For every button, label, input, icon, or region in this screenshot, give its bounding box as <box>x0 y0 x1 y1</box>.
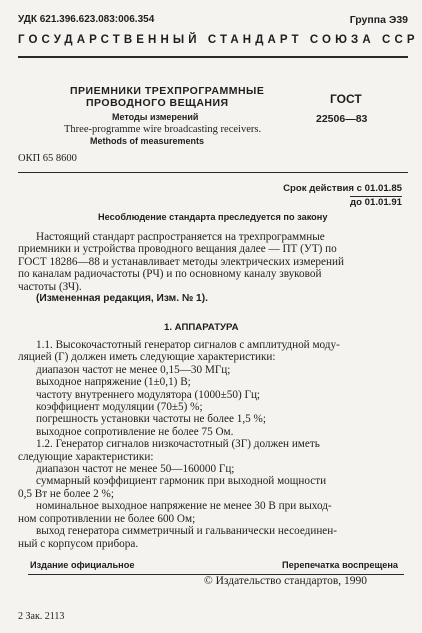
intro-line: по каналам радиочастоты (РЧ) и по основному каналу звуковой <box>18 268 322 281</box>
section-line: диапазон частот не менее 0,15—30 МГц; <box>36 363 231 376</box>
title-en-line1: Three-programme wire broadcasting receivers. <box>64 124 262 135</box>
intro-line: ГОСТ 18286—88 и устанавливает методы электрических измерений <box>18 255 344 268</box>
title-ru-line2: ПРОВОДНОГО ВЕЩАНИЯ <box>86 97 229 109</box>
section-line: следующие характеристики: <box>18 450 154 463</box>
intro-line: приемники и устройства проводного вещания далее — ПТ (УТ) по <box>18 243 337 256</box>
edition-note: (Измененная редакция, Изм. № 1). <box>36 293 208 305</box>
validity-to: до 01.01.91 <box>350 197 402 208</box>
section-line: диапазон частот не менее 50—160000 Гц; <box>36 463 235 476</box>
title-ru-line1: ПРИЕМНИКИ ТРЕХПРОГРАММНЫЕ <box>70 85 265 97</box>
okp-code: ОКП 65 8600 <box>18 153 77 164</box>
section-line: номинальное выходное напряжение не менее 30 В при выход- <box>36 500 332 513</box>
section-line: коэффициент модуляции (70±5) %; <box>36 401 203 414</box>
intro-line: Настоящий стандарт распространяется на трехпрограммные <box>36 231 325 243</box>
title-en-line2: Methods of measurements <box>90 136 205 146</box>
section-line: выходное сопротивление не более 75 Ом. <box>36 425 234 438</box>
legal-warning: Несоблюдение стандарта преследуется по закону <box>98 212 328 222</box>
gost-label: ГОСТ <box>330 92 362 106</box>
order-number: 2 Зак. 2113 <box>18 611 65 622</box>
section-line: ный с корпусом прибора. <box>18 537 139 550</box>
section-line: 1.1. Высокочастотный генератор сигналов с амплитудной моду- <box>36 339 340 351</box>
section-line: ном сопротивлении не более 600 Ом; <box>18 512 196 525</box>
section-line: ляцией (Г) должен иметь следующие характеристики: <box>18 351 276 364</box>
intro-paragraph <box>18 231 408 305</box>
section-line: 0,5 Вт не более 2 %; <box>18 487 114 500</box>
section-heading: 1. АППАРАТУРА <box>164 322 239 333</box>
official-edition: Издание официальное <box>30 560 135 570</box>
title-ru-subtitle: Методы измерений <box>112 112 199 122</box>
section-line: 1.2. Генератор сигналов низкочастотный (ЗГ) должен иметь <box>36 438 320 451</box>
section-body <box>18 339 408 550</box>
gost-number: 22506—83 <box>316 113 368 125</box>
reprint-notice: Перепечатка воспрещена <box>282 560 398 570</box>
section-line: выходное напряжение (1±0,1) В; <box>36 376 191 389</box>
validity-from: Срок действия с 01.01.85 <box>283 183 402 194</box>
group-code: Группа Э39 <box>349 14 408 26</box>
title-rule <box>18 172 408 173</box>
section-line: суммарный коэффициент гармоник при выходной мощности <box>36 475 327 488</box>
intro-line: частоты (ЗЧ). <box>18 280 82 293</box>
copyright: © Издательство стандартов, 1990 <box>204 575 368 587</box>
gost-banner: ГОСУДАРСТВЕННЫЙ СТАНДАРТ СОЮЗА ССР <box>18 34 419 46</box>
section-line: частоту внутреннего модулятора (1000±50) Гц; <box>36 388 261 401</box>
header-rule <box>18 56 408 58</box>
section-line: погрешность установки частоты не более 1,5 %; <box>36 413 266 426</box>
section-line: выход генератора симметричный и гальванически несоединен- <box>36 525 337 538</box>
udk-code: УДК 621.396.623.083:006.354 <box>18 14 155 25</box>
